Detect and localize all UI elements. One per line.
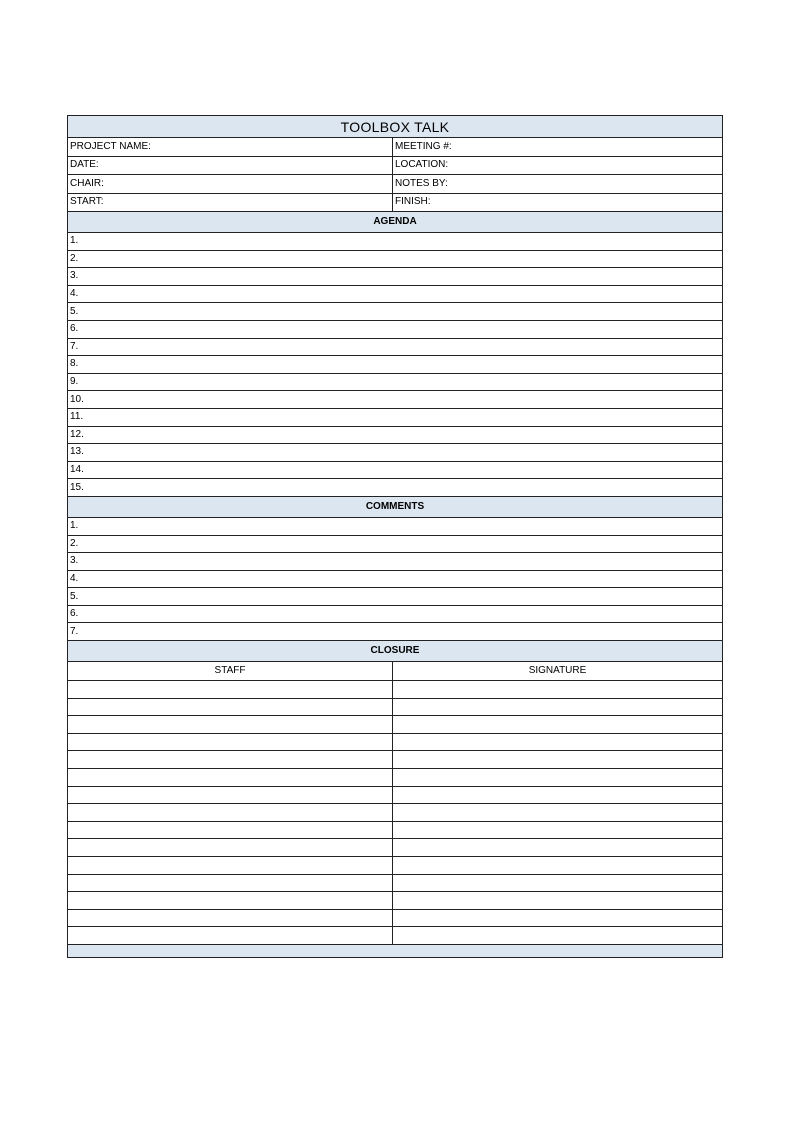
staff-name-cell[interactable] (68, 909, 393, 927)
staff-name-cell[interactable] (68, 751, 393, 769)
staff-name-cell[interactable] (68, 698, 393, 716)
closure-signature-row (68, 839, 723, 857)
title-row (68, 116, 723, 138)
agenda-heading-row (68, 212, 723, 233)
closure-signature-row (68, 909, 723, 927)
agenda-row (68, 426, 723, 444)
staff-name-cell[interactable] (68, 681, 393, 699)
comment-row (68, 588, 723, 606)
agenda-item-5[interactable]: 5. (68, 303, 723, 321)
agenda-item-13[interactable]: 13. (68, 444, 723, 462)
comment-row (68, 623, 723, 641)
agenda-item-12[interactable]: 12. (68, 426, 723, 444)
closure-signature-row (68, 751, 723, 769)
agenda-item-14[interactable]: 14. (68, 461, 723, 479)
agenda-item-2[interactable]: 2. (68, 250, 723, 268)
signature-cell[interactable] (393, 892, 723, 910)
signature-cell[interactable] (393, 716, 723, 734)
agenda-row (68, 338, 723, 356)
comment-item-3[interactable]: 3. (68, 553, 723, 571)
staff-name-cell[interactable] (68, 839, 393, 857)
agenda-item-4[interactable]: 4. (68, 285, 723, 303)
staff-name-cell[interactable] (68, 857, 393, 875)
signature-column-header: SIGNATURE (393, 662, 723, 681)
closure-signature-row (68, 874, 723, 892)
signature-cell[interactable] (393, 804, 723, 822)
footer-band (68, 944, 723, 957)
agenda-item-1[interactable]: 1. (68, 233, 723, 251)
signature-cell[interactable] (393, 821, 723, 839)
closure-signature-row (68, 804, 723, 822)
agenda-row (68, 303, 723, 321)
closure-column-headers (68, 662, 723, 681)
staff-name-cell[interactable] (68, 927, 393, 945)
footer-band-row (68, 944, 723, 957)
agenda-item-9[interactable]: 9. (68, 373, 723, 391)
agenda-item-10[interactable]: 10. (68, 391, 723, 409)
closure-signature-row (68, 733, 723, 751)
project-name-field[interactable]: PROJECT NAME: (68, 138, 393, 157)
comment-item-1[interactable]: 1. (68, 517, 723, 535)
signature-cell[interactable] (393, 909, 723, 927)
comment-item-5[interactable]: 5. (68, 588, 723, 606)
toolbox-talk-form (67, 115, 722, 958)
comments-heading: COMMENTS (68, 496, 723, 517)
staff-name-cell[interactable] (68, 786, 393, 804)
agenda-row (68, 250, 723, 268)
closure-signature-row (68, 821, 723, 839)
closure-heading-row (68, 641, 723, 662)
comment-row (68, 570, 723, 588)
signature-cell[interactable] (393, 874, 723, 892)
staff-name-cell[interactable] (68, 716, 393, 734)
form-table (67, 115, 723, 958)
agenda-item-8[interactable]: 8. (68, 356, 723, 374)
comment-row (68, 535, 723, 553)
agenda-item-7[interactable]: 7. (68, 338, 723, 356)
closure-signature-row (68, 927, 723, 945)
staff-name-cell[interactable] (68, 874, 393, 892)
closure-signature-row (68, 786, 723, 804)
agenda-item-11[interactable]: 11. (68, 408, 723, 426)
signature-cell[interactable] (393, 786, 723, 804)
signature-cell[interactable] (393, 857, 723, 875)
info-row (68, 156, 723, 175)
agenda-item-3[interactable]: 3. (68, 268, 723, 286)
staff-name-cell[interactable] (68, 892, 393, 910)
agenda-row (68, 373, 723, 391)
closure-signature-row (68, 857, 723, 875)
date-field[interactable]: DATE: (68, 156, 393, 175)
notes-by-field[interactable]: NOTES BY: (393, 175, 723, 194)
comments-heading-row (68, 496, 723, 517)
agenda-row (68, 408, 723, 426)
closure-signature-row (68, 698, 723, 716)
agenda-heading: AGENDA (68, 212, 723, 233)
staff-name-cell[interactable] (68, 769, 393, 787)
closure-signature-row (68, 892, 723, 910)
agenda-row (68, 479, 723, 497)
signature-cell[interactable] (393, 751, 723, 769)
signature-cell[interactable] (393, 733, 723, 751)
info-row (68, 175, 723, 194)
signature-cell[interactable] (393, 681, 723, 699)
agenda-row (68, 320, 723, 338)
agenda-row (68, 268, 723, 286)
meeting-number-field[interactable]: MEETING #: (393, 138, 723, 157)
staff-name-cell[interactable] (68, 821, 393, 839)
agenda-row (68, 356, 723, 374)
agenda-item-15[interactable]: 15. (68, 479, 723, 497)
comment-row (68, 553, 723, 571)
chair-field[interactable]: CHAIR: (68, 175, 393, 194)
comment-item-7[interactable]: 7. (68, 623, 723, 641)
comment-row (68, 517, 723, 535)
info-row (68, 138, 723, 157)
closure-signature-row (68, 769, 723, 787)
closure-signature-row (68, 716, 723, 734)
location-field[interactable]: LOCATION: (393, 156, 723, 175)
agenda-row (68, 391, 723, 409)
staff-name-cell[interactable] (68, 733, 393, 751)
comment-item-4[interactable]: 4. (68, 570, 723, 588)
signature-cell[interactable] (393, 698, 723, 716)
comment-item-6[interactable]: 6. (68, 605, 723, 623)
closure-signature-row (68, 681, 723, 699)
agenda-row (68, 461, 723, 479)
comment-item-2[interactable]: 2. (68, 535, 723, 553)
signature-cell[interactable] (393, 839, 723, 857)
form-title: TOOLBOX TALK (68, 116, 723, 138)
agenda-row (68, 444, 723, 462)
staff-name-cell[interactable] (68, 804, 393, 822)
staff-column-header: STAFF (68, 662, 393, 681)
closure-heading: CLOSURE (68, 641, 723, 662)
agenda-row (68, 285, 723, 303)
agenda-item-6[interactable]: 6. (68, 320, 723, 338)
finish-field[interactable]: FINISH: (393, 193, 723, 212)
signature-cell[interactable] (393, 927, 723, 945)
agenda-row (68, 233, 723, 251)
signature-cell[interactable] (393, 769, 723, 787)
comment-row (68, 605, 723, 623)
info-row (68, 193, 723, 212)
start-field[interactable]: START: (68, 193, 393, 212)
